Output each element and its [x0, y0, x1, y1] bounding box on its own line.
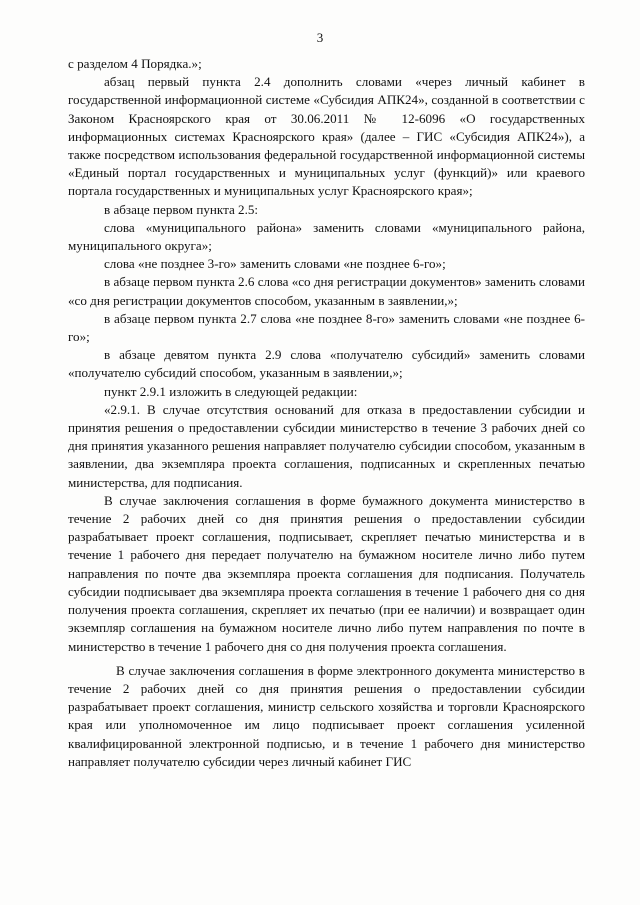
paragraph: «2.9.1. В случае отсутствия оснований для отказа в предоставлении субсидии и принятия решения о предоставлении субсидии министерство в течение 3 рабочих дней со дня принятия указанного решения направляет получателю субсидии способом, указанным в заявлении, два экземпляра проекта соглашения, подписанных и скрепленных печатью министерства, для подписания.	[68, 401, 585, 490]
paragraph: В случае заключения соглашения в форме электронного документа министерство в течение 2 рабочих дней со дня принятия решения о предоставлении субсидии разрабатывает проект соглашения, министр сельского хозяйства и торговли Красноярского края или уполномоченное им лицо подписывает проект соглашения усиленной квалифицированной электронной подписью, и в течение 1 рабочего дня министерство направляет получателю субсидии через личный кабинет ГИС	[68, 662, 585, 769]
paragraph: абзац первый пункта 2.4 дополнить словами «через личный кабинет в государственной информационной системе «Субсидия АПК24», созданной в соответствии с Законом Красноярского края от 30.06.2011 № 12-6096 «О государственных информационных системах Красноярского края» (далее – ГИС «Субсидия АПК24»), а также посредством использования федеральной государственной информационной системы «Единый портал государственных и муниципальных услуг (функций)» или краевого портала государственных и муниципальных услуг Красноярского края»;	[68, 74, 585, 199]
paragraph: в абзаце девятом пункта 2.9 слова «получателю субсидий» заменить словами «получателю субсидий способом, указанным в заявлении,»;	[68, 347, 585, 381]
paragraph: В случае заключения соглашения в форме бумажного документа министерство в течение 2 рабочих дней со дня принятия решения о предоставлении субсидии разрабатывает проект соглашения, подписывает, скрепляет печатью министерства и в течение 1 рабочего дня передает получателю на бумажном носителе лично либо путем направления по почте два экземпляра проекта соглашения для подписания. Получатель субсидии подписывает два экземпляра проекта соглашения в течение 1 рабочего дня со дня получения проекта соглашения, скрепляет их печатью (при ее наличии) и возвращает один экземпляр соглашения на бумажном носителе лично либо путем направления по почте в министерство в течение 1 рабочего дня со дня получения проекта соглашения.	[68, 492, 585, 654]
paragraph: пункт 2.9.1 изложить в следующей редакции:	[104, 383, 358, 399]
document-body	[68, 55, 585, 771]
paragraph: в абзаце первом пункта 2.6 слова «со дня регистрации документов» заменить словами «со дня регистрации документов способом, указанным в заявлении,»;	[68, 274, 585, 308]
paragraph: слова «муниципального района» заменить словами «муниципального района, муниципального округа»;	[68, 219, 585, 254]
paragraph: в абзаце первом пункта 2.5:	[104, 201, 259, 217]
paragraph: в абзаце первом пункта 2.7 слова «не позднее 8-го» заменить словами «не позднее 6-го»;	[68, 310, 585, 345]
paragraph: с разделом 4 Порядка.»;	[68, 56, 202, 71]
page-number: 3	[316, 30, 324, 45]
paragraph: слова «не позднее 3-го» заменить словами «не позднее 6-го»;	[104, 256, 446, 272]
